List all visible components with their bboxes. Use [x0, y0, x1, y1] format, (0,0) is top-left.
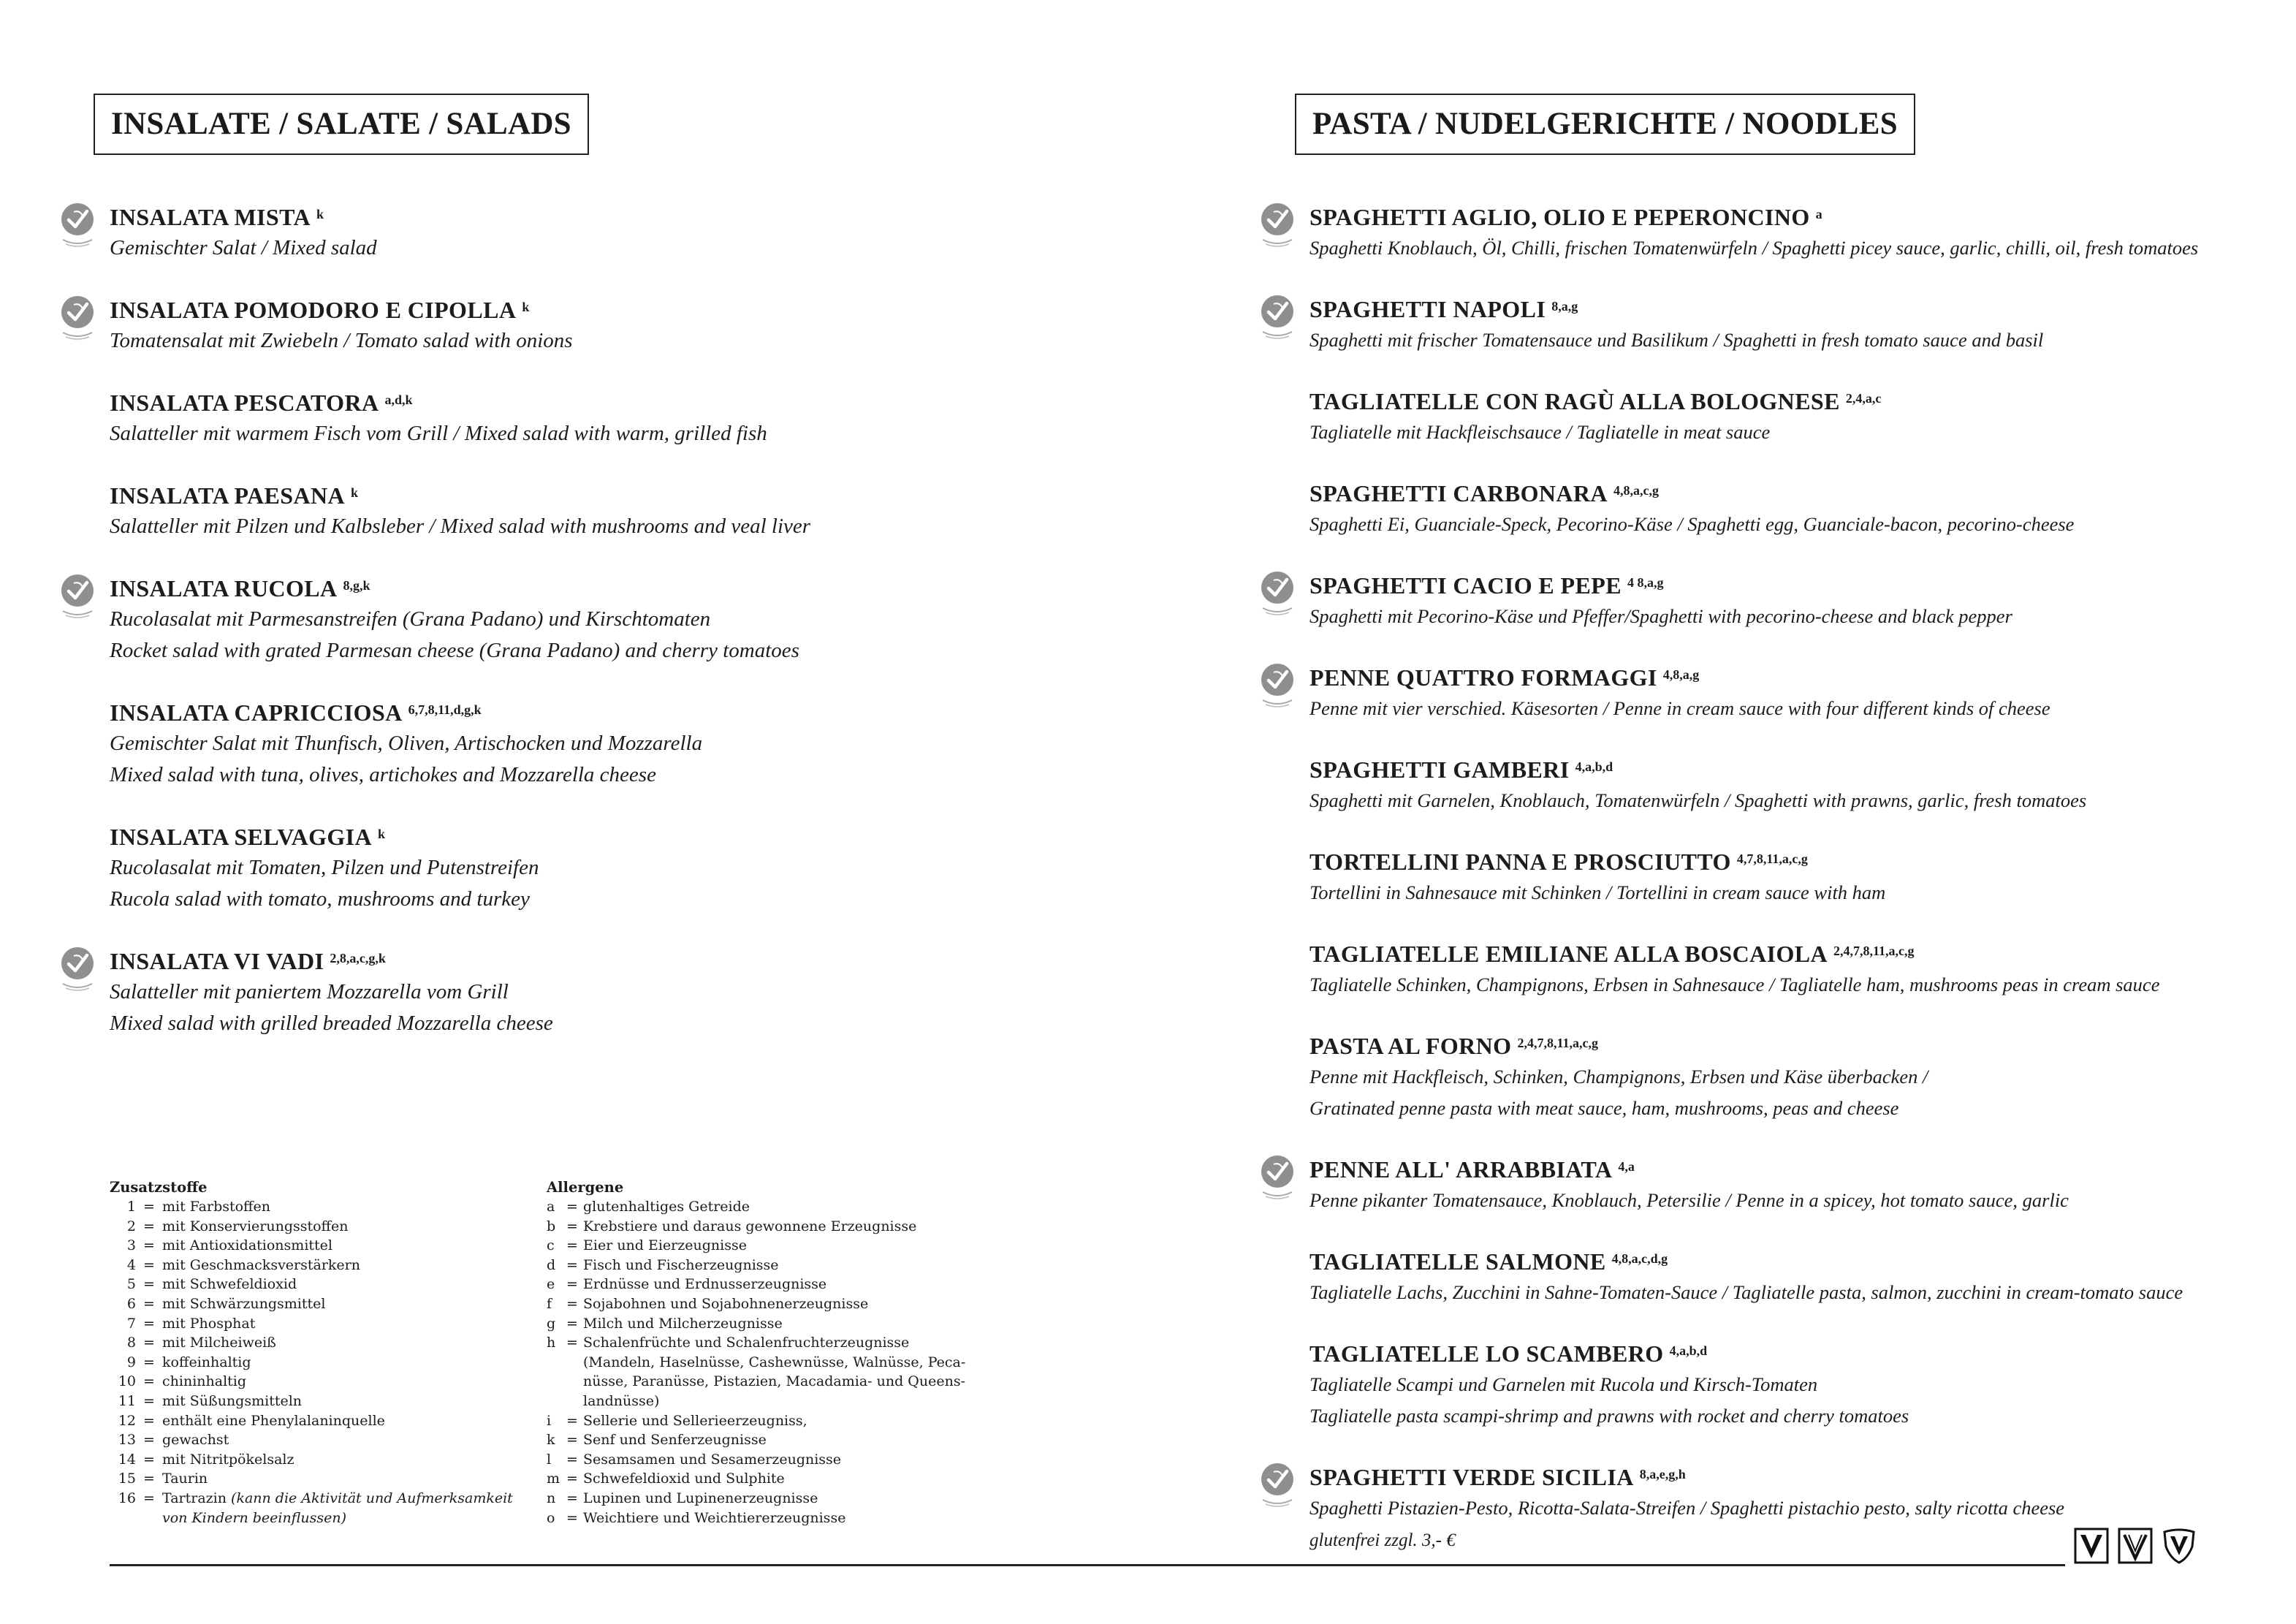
menu-item-name [110, 697, 1118, 728]
legend-row [547, 1509, 985, 1528]
allergen-codes: k [351, 485, 359, 500]
legend-value [162, 1236, 332, 1256]
menu-item [1309, 938, 2259, 1001]
menu-item-description: Spaghetti mit Garnelen, Knoblauch, Tomatenwürfeln / Spaghetti with prawns, garlic, fresh tomatoes [1309, 789, 2087, 811]
menu-item [1309, 1246, 2259, 1308]
menu-item-title: SPAGHETTI GAMBERI [1309, 756, 1570, 783]
legend-value [583, 1294, 868, 1314]
menu-item [110, 295, 1118, 357]
legend-key: m [547, 1471, 560, 1487]
legend-equals: = [566, 1237, 578, 1254]
menu-item-title: INSALATA VI VADI [110, 948, 324, 974]
legend-key: 11 [118, 1392, 136, 1409]
legend-row [110, 1236, 533, 1256]
legend-value-text: enthält eine Phenylalaninquelle [162, 1412, 385, 1429]
menu-item [110, 573, 1118, 667]
menu-item-title: INSALATA RUCOLA [110, 575, 338, 602]
legend-key: 1 [126, 1199, 136, 1215]
legend-value [583, 1450, 841, 1470]
menu-item-name [1309, 570, 2259, 601]
allergens-legend-title: Allergene [547, 1179, 624, 1196]
menu-item-description: Mixed salad with tuna, olives, artichokes and Mozzarella cheese [110, 763, 656, 786]
menu-item-name [1309, 1338, 2259, 1369]
legend-key: 16 [118, 1490, 136, 1506]
menu-item-description: Tomatensalat mit Zwiebeln / Tomato salad with onions [110, 329, 573, 352]
legend-continuation-text: (Mandeln, Haselnüsse, Cashewnüsse, Walnüsse, Peca- [583, 1354, 966, 1370]
legend-value-text: Krebstiere und daraus gewonnene Erzeugnisse [583, 1218, 917, 1234]
menu-item-title: INSALATA PAESANA [110, 482, 346, 509]
legend-value [162, 1256, 360, 1275]
legend-value [162, 1372, 246, 1392]
legend-equals: = [566, 1276, 578, 1293]
legend-row [110, 1489, 533, 1509]
menu-item-title: INSALATA CAPRICCIOSA [110, 699, 403, 726]
legend-equals: = [143, 1295, 155, 1312]
menu-item [1309, 570, 2259, 632]
legend-row [547, 1489, 985, 1509]
legend-row [110, 1450, 533, 1470]
brand-logos [2074, 1528, 2197, 1564]
vegetarian-leaf-badge-icon [58, 295, 99, 341]
legend-value-text: Fisch und Fischerzeugnisse [583, 1256, 779, 1273]
legend-value-text: Taurin [162, 1471, 208, 1487]
menu-item-description: Penne pikanter Tomatensauce, Knoblauch, Petersilie / Penne in a spicey, hot tomato sauce, garlic [1309, 1189, 2069, 1211]
menu-item-title: SPAGHETTI CACIO E PEPE [1309, 572, 1622, 599]
menu-item-description: Rucolasalat mit Tomaten, Pilzen und Putenstreifen [110, 856, 539, 879]
allergen-codes: 4,a [1618, 1159, 1635, 1174]
allergen-codes: 4,7,8,11,a,c,g [1736, 851, 1808, 866]
allergen-codes: k [316, 207, 324, 221]
menu-item-description: Rucolasalat mit Parmesanstreifen (Grana Padano) und Kirschtomaten [110, 607, 711, 631]
menu-item-name [110, 480, 1118, 511]
allergen-codes: 6,7,8,11,d,g,k [408, 702, 482, 717]
legend-key: 13 [118, 1432, 136, 1449]
menu-item-description: Tortellini in Sahnesauce mit Schinken / Tortellini in cream sauce with ham [1309, 881, 1886, 903]
legend-value-text: Schwefeldioxid und Sulphite [583, 1471, 785, 1487]
vegetarian-leaf-badge-icon [1258, 294, 1299, 341]
menu-item-description: Tagliatelle mit Hackfleischsauce / Tagliatelle in meat sauce [1309, 421, 1771, 443]
additives-legend [110, 1178, 533, 1528]
legend-equals: = [566, 1412, 578, 1429]
menu-item-title: SPAGHETTI CARBONARA [1309, 480, 1608, 506]
menu-item [1309, 1462, 2259, 1524]
legend-row [547, 1333, 985, 1353]
menu-item-description: Gratinated penne pasta with meat sauce, ham, mushrooms, peas and cheese [1309, 1097, 1899, 1119]
salad-list [110, 202, 1118, 1070]
legend-equals: = [566, 1256, 578, 1273]
legend-value [162, 1411, 385, 1431]
legend-key: o [547, 1509, 555, 1526]
menu-item [1309, 202, 2259, 264]
legend-row [547, 1314, 985, 1334]
legend-equals: = [143, 1335, 155, 1351]
menu-item-name [1309, 294, 2259, 325]
menu-item [110, 387, 1118, 449]
legend-value-text: mit Farbstoffen [162, 1199, 271, 1215]
menu-item-name [1309, 386, 2259, 417]
menu-item-description: Spaghetti mit frischer Tomatensauce und Basilikum / Spaghetti in fresh tomato sauce and basil [1309, 329, 2044, 351]
legend-value [162, 1294, 325, 1314]
legend-key: 9 [126, 1354, 136, 1370]
legend-value [583, 1333, 909, 1353]
menu-item-title: SPAGHETTI NAPOLI [1309, 296, 1546, 322]
legend-row [547, 1236, 985, 1256]
legend-value-text: Lupinen und Lupinenerzeugnisse [583, 1490, 818, 1506]
menu-item-title: PASTA AL FORNO [1309, 1033, 1512, 1059]
legend-equals: = [143, 1392, 155, 1409]
menu-item-description: Rocket salad with grated Parmesan cheese (Grana Padano) and cherry tomatoes [110, 639, 799, 662]
menu-item-description: Tagliatelle Schinken, Champignons, Erbsen in Sahnesauce / Tagliatelle ham, mushrooms peas in cream sauce [1309, 974, 2160, 995]
legend-row [547, 1411, 985, 1431]
legend-equals: = [566, 1509, 578, 1526]
legend-value [583, 1256, 779, 1275]
legend-key: 2 [126, 1218, 136, 1234]
legend-key: c [547, 1237, 555, 1254]
legend-value-text: Sesamsamen und Sesamerzeugnisse [583, 1451, 842, 1468]
legend-continuation-text: landnüsse) [583, 1392, 660, 1409]
legend-equals: = [566, 1335, 578, 1351]
menu-item [110, 480, 1118, 542]
legend-key: l [547, 1451, 552, 1468]
legend-row [547, 1294, 985, 1314]
legend-value-text: mit Phosphat [162, 1315, 256, 1332]
menu-item-description: Gemischter Salat mit Thunfisch, Oliven, Artischocken und Mozzarella [110, 732, 703, 755]
allergen-codes: 8,a,e,g,h [1639, 1467, 1686, 1481]
menu-item [110, 697, 1118, 791]
legend-value-text: mit Konservierungsstoffen [162, 1218, 349, 1234]
legend-equals: = [143, 1354, 155, 1370]
legend-equals: = [143, 1276, 155, 1293]
menu-item-name [110, 387, 1118, 418]
legend-equals: = [143, 1199, 155, 1215]
allergen-codes: 2,4,a,c [1845, 391, 1882, 406]
legend-row [110, 1469, 533, 1489]
legend-row [110, 1392, 533, 1411]
menu-item-title: INSALATA PESCATORA [110, 390, 379, 416]
allergen-codes: 2,4,7,8,11,a,c,g [1517, 1036, 1598, 1050]
legend-row-continuation [110, 1509, 533, 1528]
legend-continuation-text: von Kindern beeinflussen) [162, 1509, 346, 1526]
legend-value [162, 1197, 270, 1217]
legend-key: d [547, 1256, 556, 1273]
allergen-codes: a,d,k [384, 392, 413, 407]
vegetarian-leaf-badge-icon [58, 202, 99, 248]
legend-row [110, 1314, 533, 1334]
menu-item-description: Salatteller mit warmem Fisch vom Grill / Mixed salad with warm, grilled fish [110, 422, 767, 445]
legend-value [162, 1275, 297, 1294]
menu-item-name [1309, 202, 2259, 232]
legend-row [110, 1217, 533, 1237]
legend-value-text: mit Schwefeldioxid [162, 1276, 297, 1293]
menu-item-name [1309, 1031, 2259, 1061]
legend-value [583, 1430, 767, 1450]
menu-item [110, 822, 1118, 915]
legend-value-text: Erdnüsse und Erdnusserzeugnisse [583, 1276, 827, 1293]
legend-value-text: chininhaltig [162, 1373, 247, 1390]
menu-item-description: Salatteller mit Pilzen und Kalbsleber / Mixed salad with mushrooms and veal liver [110, 515, 811, 538]
menu-item-description: Salatteller mit paniertem Mozzarella vom Grill [110, 980, 509, 1003]
vi-vadi-logo-icon [2074, 1528, 2109, 1564]
vegetarian-leaf-badge-icon [1258, 1154, 1299, 1201]
legend-row [547, 1217, 985, 1237]
legend-value-text: Schalenfrüchte und Schalenfruchterzeugnisse [583, 1335, 910, 1351]
allergen-codes: 4,a,b,d [1575, 759, 1613, 774]
legend-value-text: mit Nitritpökelsalz [162, 1451, 294, 1468]
menu-item-description: Spaghetti Knoblauch, Öl, Chilli, frischen Tomatenwürfeln / Spaghetti picey sauce, garlic, chilli, oil, fresh tomatoes [1309, 237, 2199, 259]
legend-value-text: Eier und Eierzeugnisse [583, 1237, 747, 1254]
menu-item-description: Spaghetti Ei, Guanciale-Speck, Pecorino-Käse / Spaghetti egg, Guanciale-bacon, pecorino-cheese [1309, 513, 2075, 535]
legend-key: a [547, 1199, 555, 1215]
menu-item [1309, 386, 2259, 448]
menu-item-name [1309, 662, 2259, 693]
menu-item-name [1309, 1246, 2259, 1277]
allergen-codes: 8,g,k [343, 578, 370, 593]
menu-item-name [110, 295, 1118, 325]
legend-key: 7 [126, 1315, 136, 1332]
legend-key: 5 [126, 1276, 136, 1293]
allergen-codes: k [522, 300, 530, 314]
menu-item-description: Spaghetti Pistazien-Pesto, Ricotta-Salata-Streifen / Spaghetti pistachio pesto, salty ricotta cheese [1309, 1497, 2065, 1519]
legend-row [547, 1450, 985, 1470]
legend-row-continuation [547, 1353, 985, 1373]
legend-row [110, 1372, 533, 1392]
legend-equals: = [143, 1218, 155, 1234]
legend-value [162, 1333, 276, 1353]
legend-key: f [547, 1295, 552, 1312]
legend-value [162, 1392, 302, 1411]
additives-legend-title: Zusatzstoffe [110, 1179, 208, 1196]
vegetarian-leaf-badge-icon [1258, 570, 1299, 617]
legend-value-text: Sellerie und Sellerieerzeugniss, [583, 1412, 807, 1429]
legend-key: h [547, 1335, 556, 1351]
allergen-codes: a [1815, 207, 1822, 221]
legend-key: i [547, 1412, 552, 1429]
menu-item-description: Penne mit Hackfleisch, Schinken, Champignons, Erbsen und Käse überbacken / [1309, 1066, 1928, 1088]
legend-equals: = [143, 1490, 155, 1506]
legend-equals: = [143, 1373, 155, 1390]
menu-item-description: Gemischter Salat / Mixed salad [110, 236, 377, 259]
allergen-codes: 2,8,a,c,g,k [330, 951, 386, 965]
legend-equals: = [143, 1237, 155, 1254]
menu-item-name [1309, 938, 2259, 969]
legend-value-text: mit Milcheiweiß [162, 1335, 276, 1351]
legend-equals: = [143, 1471, 155, 1487]
menu-item-name [110, 822, 1118, 852]
legend-value [583, 1411, 807, 1431]
menu-item-title: SPAGHETTI AGLIO, OLIO E PEPERONCINO [1309, 204, 1810, 230]
legend-key: 6 [126, 1295, 136, 1312]
menu-item [1309, 662, 2259, 724]
legend-equals: = [566, 1471, 578, 1487]
legend-row [110, 1294, 533, 1314]
menu-item-description: Tagliatelle pasta scampi-shrimp and prawns with rocket and cherry tomatoes [1309, 1405, 1909, 1427]
legend-key: e [547, 1276, 555, 1293]
menu-item [1309, 1154, 2259, 1216]
legend-key: 4 [126, 1256, 136, 1273]
vi-vadi-logo-icon [2118, 1528, 2153, 1564]
legend-note: (kann die Aktivität und Aufmerksamkeit [231, 1490, 513, 1506]
legend-key: 8 [126, 1335, 136, 1351]
legend-value [583, 1489, 818, 1509]
legend-value [583, 1314, 783, 1334]
legend-value-text: mit Süßungsmitteln [162, 1392, 303, 1409]
menu-item-name [1309, 754, 2259, 785]
legend-equals: = [566, 1451, 578, 1468]
section-title-salads: INSALATE / SALATE / SALADS [94, 94, 589, 155]
menu-item [1309, 754, 2259, 816]
legend-key: 14 [118, 1451, 136, 1468]
allergen-codes: 4,8,a,c,d,g [1611, 1251, 1668, 1266]
menu-item [1309, 1031, 2259, 1124]
menu-item-name [1309, 1462, 2259, 1492]
legend-equals: = [566, 1295, 578, 1312]
menu-item-name [110, 946, 1118, 976]
legend-row [110, 1333, 533, 1353]
menu-item-name [1309, 846, 2259, 877]
legend-equals: = [143, 1412, 155, 1429]
legend-row-continuation [547, 1372, 985, 1392]
legend-key: 10 [118, 1373, 136, 1390]
vegetarian-leaf-badge-icon [1258, 1462, 1299, 1509]
legend-value-text: mit Antioxidationsmittel [162, 1237, 332, 1254]
legend-key: 12 [118, 1412, 136, 1429]
legend-row [547, 1275, 985, 1294]
menu-item-title: PENNE ALL' ARRABBIATA [1309, 1156, 1613, 1183]
legend-value [162, 1314, 255, 1334]
footer-divider [110, 1564, 2065, 1566]
legend-value-text: Sojabohnen und Sojabohnenerzeugnisse [583, 1295, 869, 1312]
menu-item [1309, 478, 2259, 540]
glutenfree-note: glutenfrei zzgl. 3,- € [1309, 1530, 1456, 1550]
legend-equals: = [566, 1432, 578, 1449]
menu-item-title: PENNE QUATTRO FORMAGGI [1309, 664, 1657, 691]
menu-item-description: Rucola salad with tomato, mushrooms and turkey [110, 887, 530, 911]
legend-continuation-text: nüsse, Paranüsse, Pistazien, Macadamia- und Queens- [583, 1373, 965, 1390]
menu-item-title: TAGLIATELLE CON RAGÙ ALLA BOLOGNESE [1309, 388, 1840, 414]
legend-value [162, 1353, 251, 1373]
vi-vadi-logo-icon [2162, 1528, 2197, 1564]
menu-item-name [1309, 478, 2259, 509]
vegetarian-leaf-badge-icon [1258, 202, 1299, 248]
menu-item-title: TAGLIATELLE LO SCAMBERO [1309, 1340, 1664, 1367]
legend-value [162, 1469, 208, 1489]
legend-equals: = [143, 1256, 155, 1273]
menu-item-name [110, 573, 1118, 604]
menu-item-title: INSALATA SELVAGGIA [110, 824, 373, 850]
menu-item [1309, 846, 2259, 908]
vegetarian-leaf-badge-icon [58, 573, 99, 620]
legend-row [110, 1430, 533, 1450]
vegetarian-leaf-badge-icon [1258, 662, 1299, 709]
legend-equals: = [566, 1218, 578, 1234]
legend-value-text: Senf und Senferzeugnisse [583, 1432, 767, 1449]
legend-value [583, 1275, 826, 1294]
menu-item-title: TAGLIATELLE EMILIANE ALLA BOSCAIOLA [1309, 941, 1828, 967]
legend-equals: = [566, 1315, 578, 1332]
legend-value [162, 1450, 294, 1470]
menu-item-title: SPAGHETTI VERDE SICILIA [1309, 1464, 1634, 1490]
legend-row [110, 1411, 533, 1431]
legend-value-text: koffeinhaltig [162, 1354, 251, 1370]
legend-equals: = [143, 1315, 155, 1332]
section-title-pasta: PASTA / NUDELGERICHTE / NOODLES [1295, 94, 1915, 155]
legend-key: 3 [126, 1237, 136, 1254]
legend-row [110, 1197, 533, 1217]
menu-item [110, 946, 1118, 1039]
menu-item-title: TORTELLINI PANNA E PROSCIUTTO [1309, 849, 1731, 875]
legend-value-text: mit Geschmacksverstärkern [162, 1256, 361, 1273]
legend-row [547, 1430, 985, 1450]
allergens-legend [547, 1178, 985, 1528]
menu-item-description: Penne mit vier verschied. Käsesorten / Penne in cream sauce with four different kinds of cheese [1309, 697, 2050, 719]
menu-item-description: Spaghetti mit Pecorino-Käse und Pfeffer/Spaghetti with pecorino-cheese and black pepper [1309, 605, 2012, 627]
legend-row-continuation [547, 1392, 985, 1411]
legend-value-text: Tartrazin [162, 1490, 227, 1506]
legend-value-text: Weichtiere und Weichtiererzeugnisse [583, 1509, 846, 1526]
menu-item-description: Tagliatelle Lachs, Zucchini in Sahne-Tomaten-Sauce / Tagliatelle pasta, salmon, zucchini in cream-tomato sauce [1309, 1281, 2183, 1303]
menu-item [1309, 1338, 2259, 1432]
legend-key: g [547, 1315, 556, 1332]
legend-key: n [547, 1490, 556, 1506]
legend-key: 15 [118, 1471, 136, 1487]
legend-row [110, 1256, 533, 1275]
legend-equals: = [143, 1451, 155, 1468]
menu-item-title: TAGLIATELLE SALMONE [1309, 1248, 1606, 1275]
legend-value [162, 1217, 349, 1237]
allergen-codes: 4,8,a,g [1662, 667, 1700, 682]
legend-equals: = [566, 1490, 578, 1506]
menu-item-description: Mixed salad with grilled breaded Mozzarella cheese [110, 1012, 553, 1035]
allergen-codes: 4 8,a,g [1627, 575, 1664, 590]
menu-item-name [110, 202, 1118, 232]
allergen-codes: k [378, 827, 386, 841]
legend-row [547, 1197, 985, 1217]
allergen-codes: 4,a,b,d [1669, 1343, 1708, 1358]
legend-row [110, 1353, 533, 1373]
legend-value-text: mit Schwärzungsmittel [162, 1295, 326, 1312]
legend-value [583, 1197, 750, 1217]
vegetarian-leaf-badge-icon [58, 946, 99, 993]
menu-item-description: Tagliatelle Scampi und Garnelen mit Rucola und Kirsch-Tomaten [1309, 1373, 1818, 1395]
legend-value [162, 1430, 229, 1450]
legend-value [162, 1489, 513, 1509]
menu-item [1309, 294, 2259, 356]
legend-equals: = [143, 1432, 155, 1449]
legend-value [583, 1469, 785, 1489]
legend-value [583, 1217, 916, 1237]
allergen-codes: 8,a,g [1551, 299, 1578, 314]
menu-item-name [1309, 1154, 2259, 1185]
legend-value-text: gewachst [162, 1432, 229, 1449]
allergen-codes: 4,8,a,c,g [1613, 483, 1659, 498]
legend-value-text: glutenhaltiges Getreide [583, 1199, 750, 1215]
menu-item [110, 202, 1118, 264]
legend-row [547, 1256, 985, 1275]
legend-value [583, 1236, 747, 1256]
pasta-list [1309, 202, 2259, 1554]
menu-item-title: INSALATA MISTA [110, 204, 311, 230]
legend-value-text: Milch und Milcherzeugnisse [583, 1315, 783, 1332]
legend-row [547, 1469, 985, 1489]
legend-value [583, 1509, 845, 1528]
allergen-codes: 2,4,7,8,11,a,c,g [1833, 944, 1915, 958]
legend-key: k [547, 1432, 555, 1449]
legend-row [110, 1275, 533, 1294]
legend-equals: = [566, 1199, 578, 1215]
legend-key: b [547, 1218, 556, 1234]
menu-item-title: INSALATA POMODORO E CIPOLLA [110, 297, 517, 323]
